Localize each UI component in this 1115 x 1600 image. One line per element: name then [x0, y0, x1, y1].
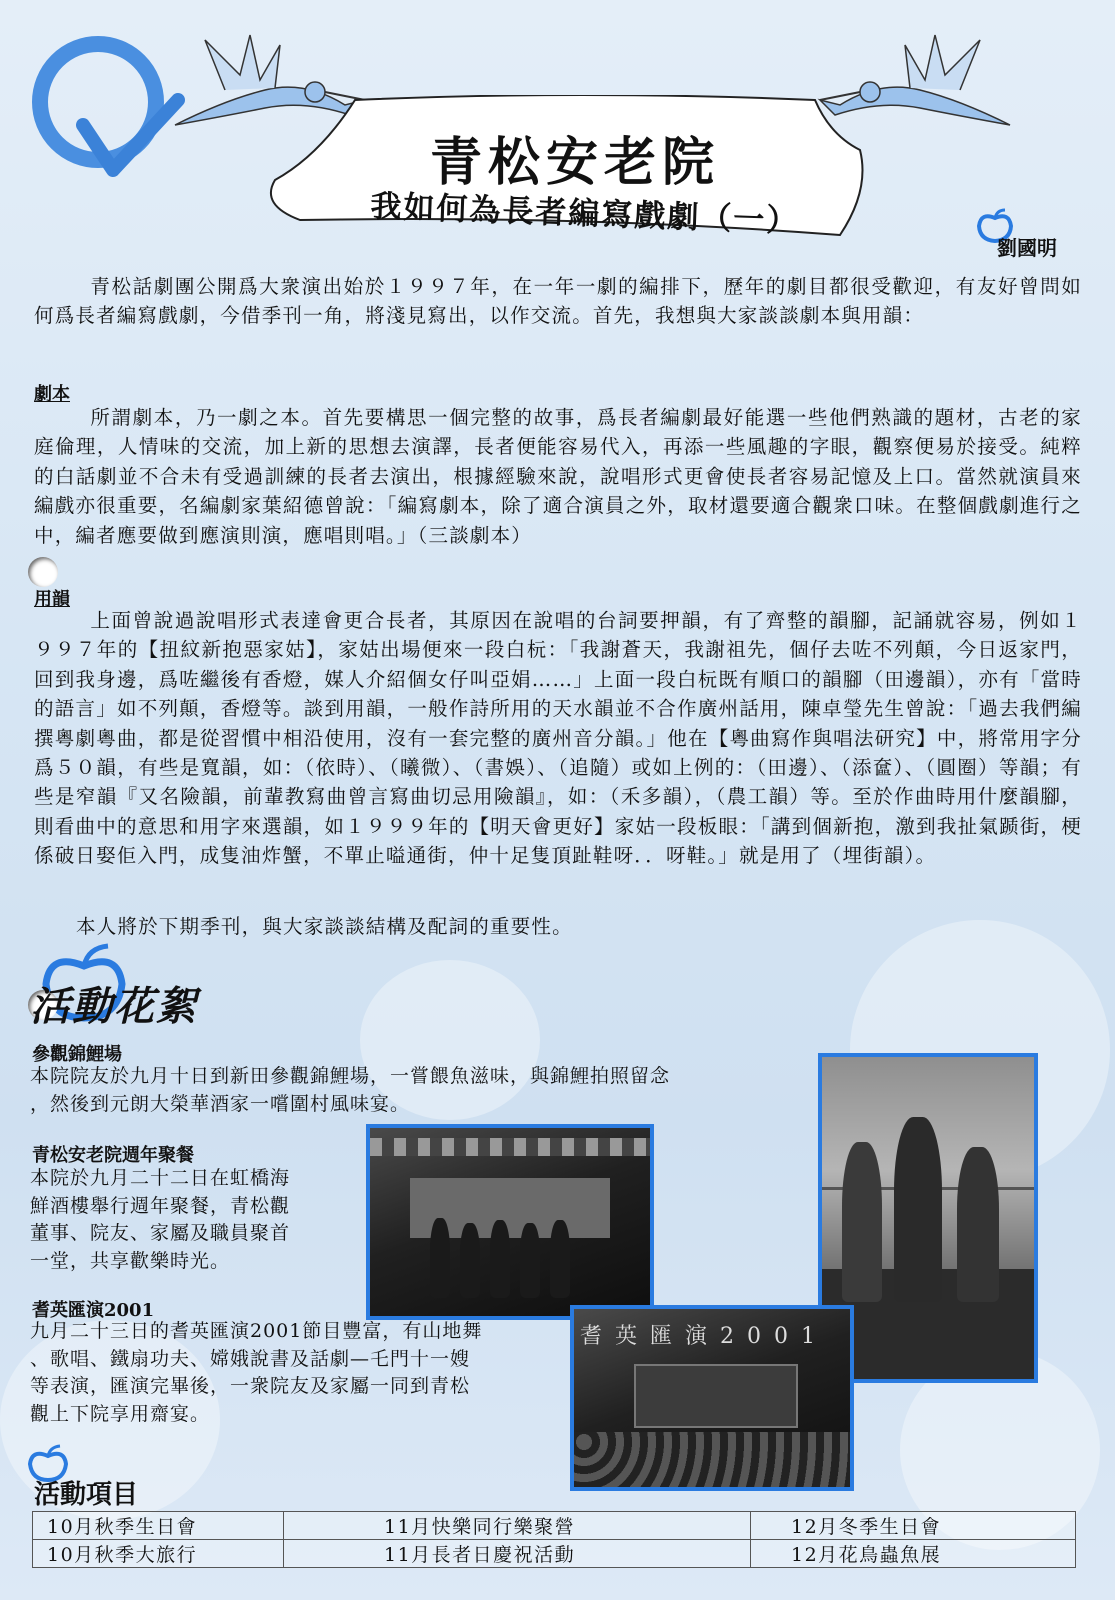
page-title: 青松安老院: [429, 133, 720, 193]
person-figure: [520, 1223, 540, 1298]
q-check-logo-icon: [28, 30, 188, 180]
binder-hole: [28, 557, 58, 587]
schedule-cell: 10月秋季生日會: [33, 1512, 284, 1540]
activity-title: 青松安老院週年聚餐: [32, 1145, 194, 1166]
section-heading-script: 劇本: [34, 384, 70, 405]
activities-heading: 活動花絮: [30, 984, 198, 1030]
author-name: 劉國明: [997, 236, 1057, 260]
person-figure: [894, 1117, 942, 1302]
article-subtitle: 我如何為長者編寫戲劇（一）: [369, 188, 800, 240]
schedule-cell: 12月花鳥蟲魚展: [751, 1540, 1076, 1568]
schedule-cell: 11月長者日慶祝活動: [284, 1540, 751, 1568]
script-paragraph: 所謂劇本，乃一劇之本。首先要構思一個完整的故事，爲長者編劇最好能選一些他們熟識的題材，古老的家庭倫理，人情味的交流，加上新的思想去演譯，長者便能容易代入，再添一些風趣的字眼，觀察便易於接受。純粹的白話劇並不合未有受過訓練的長者去演出，根據經驗來說，說唱形式更會使長者容易記憶及上口。當然就演員來編戲亦很重要，名編劇家葉紹德曾說：「編寫劇本，除了適合演員之外，取材還要適合觀衆口味。在整個戲劇進行之中，編者應要做到應演則演，應唱則唱。」（三談劇本）: [34, 406, 1082, 547]
person-figure: [460, 1223, 480, 1298]
section-heading-rhyme: 用韻: [34, 589, 70, 610]
table-row: [33, 1540, 1076, 1568]
schedule-table: [32, 1511, 1076, 1568]
activity-text: 本院院友於九月十日到新田參觀錦鯉場，一嘗餵魚滋味，與錦鯉拍照留念 ，然後到元朗大榮華酒家一嚐圍村風味宴。: [30, 1065, 671, 1115]
activity-text: 九月二十三日的耆英匯演2001節目豐富，有山地舞 、歌唱、鐵扇功夫、嫦娥說書及話劇—乇門十一嫂 等表演，匯演完畢後，一衆院友及家屬一同到青松 觀上下院享用齋宴。: [30, 1320, 483, 1425]
rhyme-paragraph: 上面曾說過說唱形式表達會更合長者，其原因在說唱的台詞要押韻，有了齊整的韻腳，記誦就容易，例如１９９７年的【扭紋新抱惡家姑】，家姑出場便來一段白杬：「我謝蒼天，我謝祖先，個仔去咗不列顛，今日返家門，回到我身邊，爲咗繼後有香燈，媒人介紹個女仔叫亞娟……」上面一段白杬既有順口的韻腳（田邊韻），亦有「當時的語言」如不列顛，香燈等。談到用韻，一般作詩所用的天水韻並不合作廣州話用，陳卓瑩先生曾說：「過去我們編撰粵劇粵曲，都是從習慣中相沿使用，沒有一套完整的廣州音分韻。」他在【粵曲寫作與唱法研究】中，將常用字分爲５０韻，有些是寬韻，如：（依時）、（曦微）、（書娛）、（追隨）或如上例的：（田邊）、（添奩）、（圓圈）等韻；有些是窄韻『又名險韻，前輩教寫曲曾言寫曲切忌用險韻』，如：（禾多韻），（農工韻）等。至於作曲時用什麼韻腳，則看曲中的意思和用字來選韻，如１９９９年的【明天會更好】家姑一段板眼：「講到個新抱，激到我扯氣踬街，梗係破日娶佢入門，成隻油炸蟹，不單止嗌通街，仲十足隻頂趾鞋呀．．呀鞋。」就是用了（埋街韻）。: [34, 609, 1082, 868]
table-row: [33, 1512, 1076, 1540]
schedule-cell: 10月秋季大旅行: [33, 1540, 284, 1568]
person-figure: [430, 1218, 450, 1298]
schedule-heading: 活動項目: [34, 1480, 139, 1510]
anniversary-dinner-photo: [366, 1124, 654, 1320]
activity-title: 耆英匯演2001: [32, 1300, 155, 1321]
person-figure: [550, 1220, 570, 1298]
activity-text: 本院於九月二十二日在虹橋海 鮮酒樓舉行週年聚餐，青松觀 董事、院友、家屬及職員聚首 一堂，共享歡樂時光。: [30, 1167, 291, 1272]
showcase-banner-text: 耆 英 匯 演 2 0 0 1: [580, 1324, 818, 1349]
person-figure: [842, 1142, 882, 1302]
person-figure: [490, 1220, 510, 1298]
schedule-cell: 12月冬季生日會: [751, 1512, 1076, 1540]
elderly-showcase-photo: [570, 1305, 854, 1491]
activity-title: 參觀錦鯉場: [32, 1044, 122, 1065]
intro-paragraph: 青松話劇團公開爲大衆演出始於１９９７年，在一年一劇的編排下，歷年的劇目都很受歡迎，有友好曾問如何爲長者編寫戲劇，今借季刊一角，將淺見寫出，以作交流。首先，我想與大家談談劇本與用韻：: [34, 275, 1082, 328]
schedule-cell: 11月快樂同行樂聚營: [284, 1512, 751, 1540]
closing-paragraph: 本人將於下期季刊，與大家談談結構及配詞的重要性。: [76, 915, 573, 938]
person-figure: [957, 1147, 999, 1302]
